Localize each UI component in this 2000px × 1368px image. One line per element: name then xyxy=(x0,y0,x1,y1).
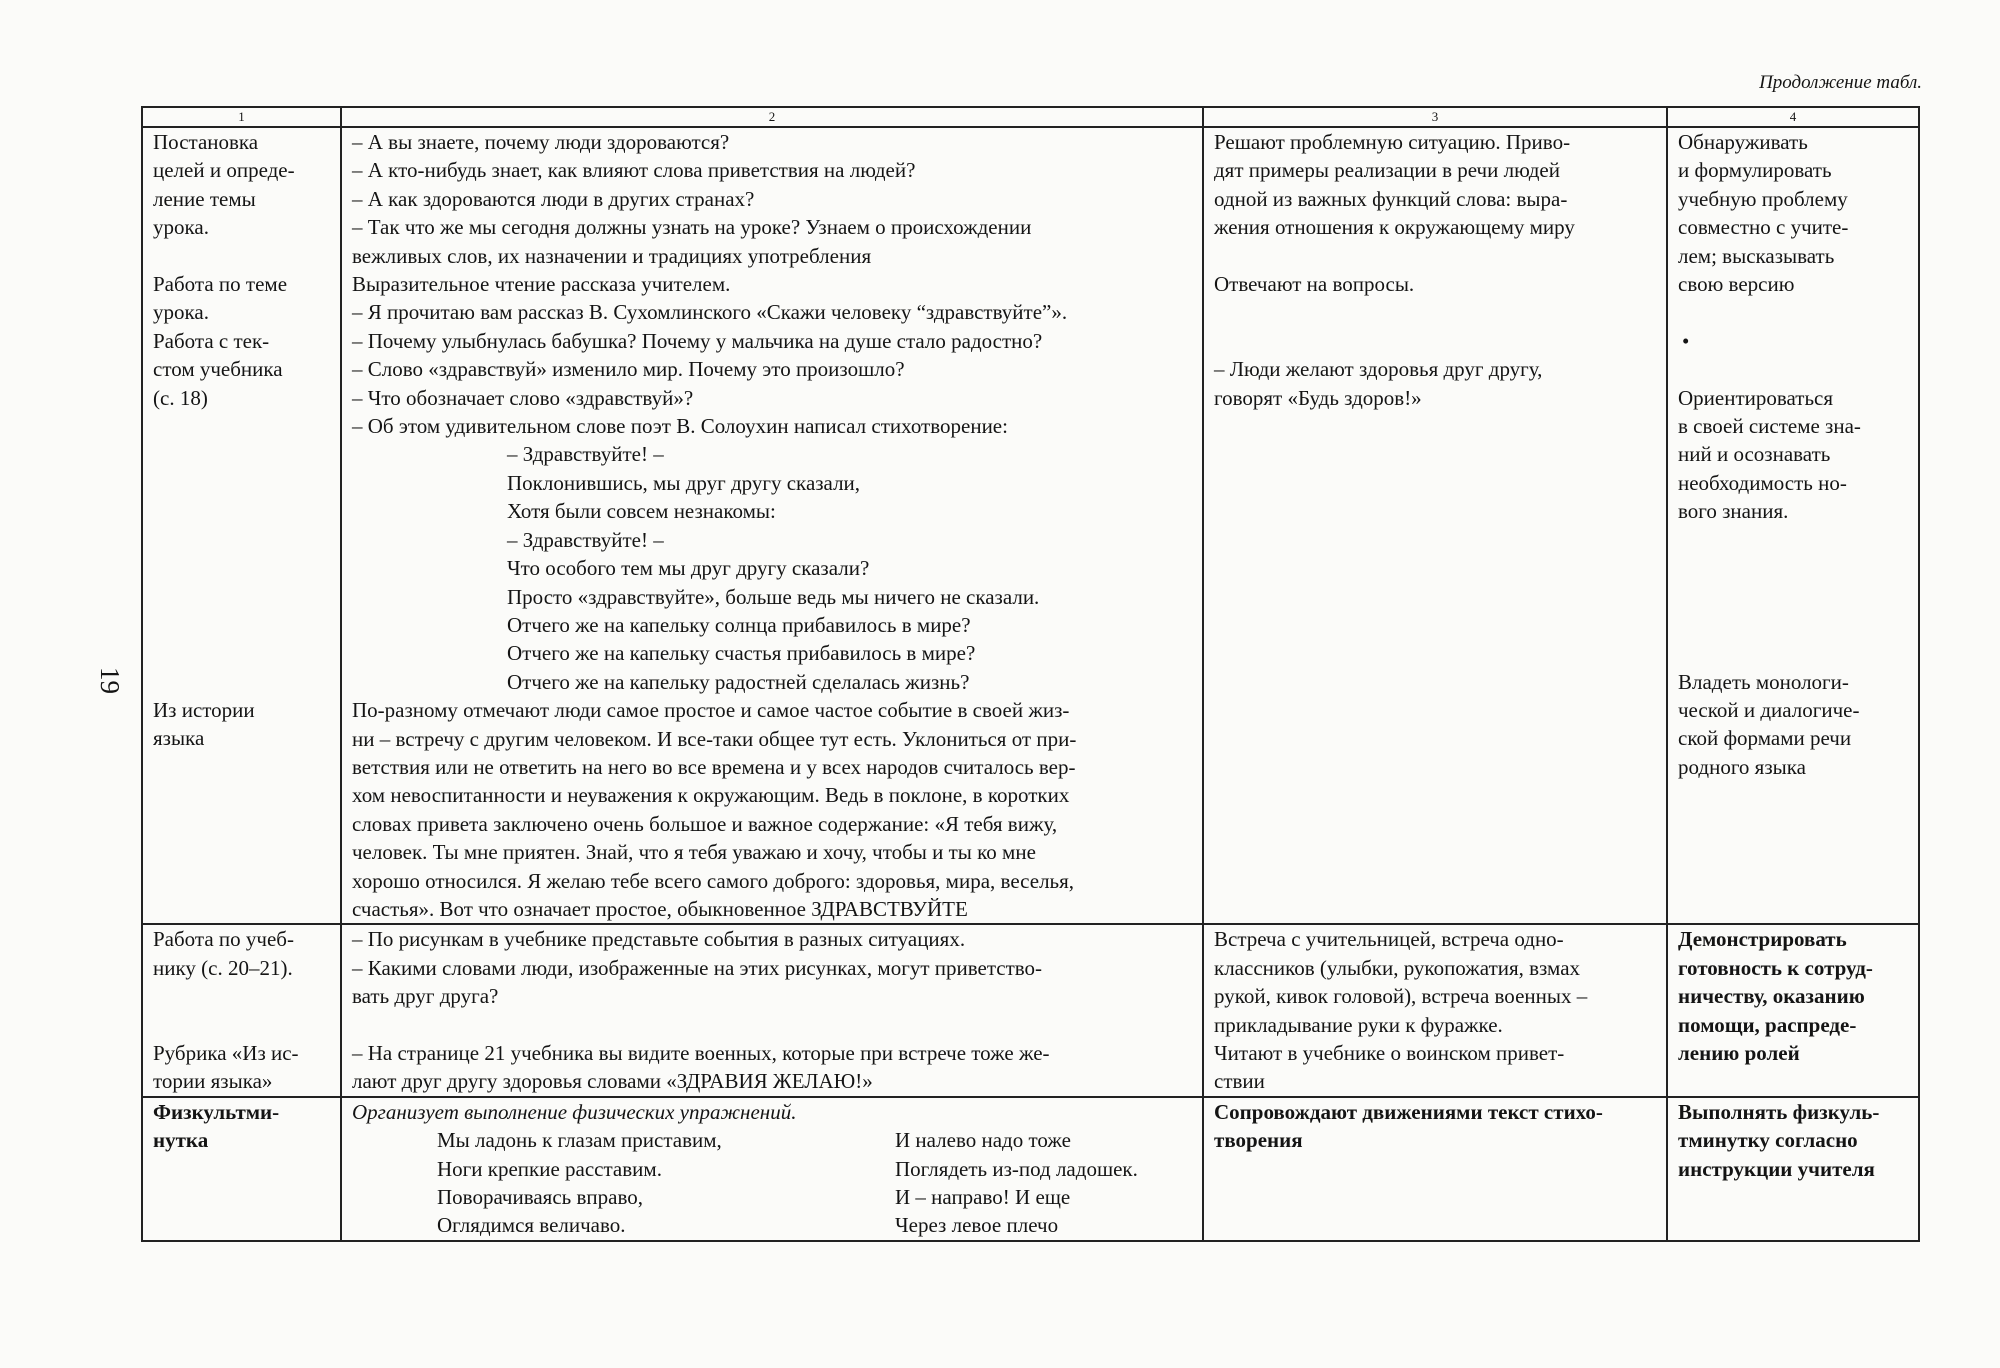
student-line: классников (улыбки, рукопожатия, взмах xyxy=(1214,955,1581,980)
poem-line: Мы ладонь к глазам приставим, xyxy=(437,1128,722,1153)
exercise-instruction: Организует выполнение физических упражнений. xyxy=(352,1099,797,1124)
learning-actions-cell xyxy=(1667,127,1919,924)
uud-line: Ориентироваться xyxy=(1678,385,1834,410)
poem-line: Поворачиваясь вправо, xyxy=(437,1185,643,1210)
uud-line: лению ролей xyxy=(1678,1041,1800,1065)
verse-line: Что особого тем мы друг другу сказали? xyxy=(507,556,870,581)
uud-line: необходимость но- xyxy=(1678,470,1847,495)
student-activity-cell xyxy=(1203,1097,1667,1241)
poem-line: И налево надо тоже xyxy=(895,1128,1071,1153)
student-line: Читают в учебнике о воинском привет- xyxy=(1214,1041,1565,1065)
history-line: хом невоспитанности и неуважения к окружающим. Ведь в поклоне, в коротких xyxy=(352,783,1070,808)
uud-line: вого знания. xyxy=(1678,499,1789,524)
stage-line: Работа по теме xyxy=(153,272,288,297)
exercise-poem xyxy=(352,1126,1192,1240)
learning-actions-cell xyxy=(1667,1097,1919,1241)
stage-line: стом учебника xyxy=(153,357,283,382)
table-row xyxy=(142,924,1919,1096)
teacher-line: Выразительное чтение рассказа учителем. xyxy=(352,272,731,297)
verse-line: – Здравствуйте! – xyxy=(507,527,664,552)
stage-line: тории языка» xyxy=(153,1069,273,1094)
student-line: творения xyxy=(1214,1128,1303,1153)
poem-line: Поглядеть из-под ладошек. xyxy=(895,1156,1138,1181)
stage-line: нику (с. 20–21). xyxy=(153,955,293,980)
uud-line: ничеству, оказанию xyxy=(1678,984,1865,1009)
teacher-line: – Что обозначает слово «здравствуй»? xyxy=(352,385,694,410)
stage-line: нутка xyxy=(153,1128,209,1153)
history-line: счастья». Вот что означает простое, обыкновенное ЗДРАВСТВУЙТЕ xyxy=(352,896,968,921)
verse-line: Поклонившись, мы друг другу сказали, xyxy=(507,470,861,495)
student-line: прикладывание руки к фуражке. xyxy=(1214,1012,1503,1037)
student-activity-cell xyxy=(1203,127,1667,924)
verse-line: Отчего же на капельку солнца прибавилось в мире? xyxy=(507,612,971,637)
student-line: Решают проблемную ситуацию. Приво- xyxy=(1214,130,1571,154)
poem-line: И – направо! И еще xyxy=(895,1185,1071,1210)
teacher-line: – Почему улыбнулась бабушка? Почему у мальчика на душе стало радостно? xyxy=(352,328,1043,353)
header-cell-2: 2 xyxy=(341,107,1203,127)
verse-line: Просто «здравствуйте», больше ведь мы ничего не сказали. xyxy=(507,584,1040,609)
poem-column-right xyxy=(807,1126,1138,1240)
stage-line: ление темы xyxy=(153,186,256,211)
stage-line: Физкультми- xyxy=(153,1099,280,1124)
header-cell-4: 4 xyxy=(1667,107,1919,127)
student-line: дят примеры реализации в речи людей xyxy=(1214,158,1560,183)
uud-line: лем; высказывать xyxy=(1678,243,1835,268)
page-number: 19 xyxy=(95,667,125,694)
teacher-activity-cell xyxy=(341,1097,1203,1241)
header-cell-3: 3 xyxy=(1203,107,1667,127)
teacher-line: лают друг другу здоровья словами «ЗДРАВИЯ ЖЕЛАЮ!» xyxy=(352,1069,873,1094)
verse-line: Отчего же на капельку радостней сделалась жизнь? xyxy=(507,669,970,694)
uud-line: ской формами речи xyxy=(1678,726,1852,751)
history-line: ни – встречу с другим человеком. И все-таки общее тут есть. Уклониться от при- xyxy=(352,726,1077,751)
poem-line: Оглядимся величаво. xyxy=(437,1213,626,1238)
uud-line: Владеть монологи- xyxy=(1678,669,1849,694)
history-line: ветствия или не ответить на него во все времена и у всех народов считалось вер- xyxy=(352,754,1076,779)
uud-line: Обнаруживать xyxy=(1678,130,1808,154)
history-line: хорошо относился. Я желаю тебе всего самого доброго: здоровья, мира, веселья, xyxy=(352,868,1075,893)
uud-line: совместно с учите- xyxy=(1678,215,1849,240)
student-line: говорят «Будь здоров!» xyxy=(1214,385,1422,410)
lesson-plan-table xyxy=(141,106,1920,1242)
student-line: – Люди желают здоровья друг другу, xyxy=(1214,357,1543,382)
history-line: словах привета заключено очень большое и важное содержание: «Я тебя вижу, xyxy=(352,811,1058,836)
stage-line: урока. xyxy=(153,300,209,325)
uud-line: тминутку согласно xyxy=(1678,1128,1858,1153)
uud-line: помощи, распреде- xyxy=(1678,1012,1857,1037)
uud-line: Выполнять физкуль- xyxy=(1678,1099,1880,1124)
uud-line: ний и осознавать xyxy=(1678,442,1831,467)
stage-line: (с. 18) xyxy=(153,385,208,410)
stage-line: урока. xyxy=(153,215,209,240)
poem-line: Через левое плечо xyxy=(895,1213,1059,1238)
stage-cell xyxy=(142,1097,341,1241)
student-line: Встреча с учительницей, встреча одно- xyxy=(1214,927,1564,952)
uud-line: инструкции учителя xyxy=(1678,1156,1875,1181)
history-line: человек. Ты мне приятен. Знай, что я тебя уважаю и хочу, чтобы и ты ко мне xyxy=(352,840,1036,865)
uud-line: ческой и диалогиче- xyxy=(1678,698,1860,722)
table-row xyxy=(142,127,1919,924)
uud-line: родного языка xyxy=(1678,754,1806,779)
teacher-line: – А как здороваются люди в других странах? xyxy=(352,186,755,211)
student-line: Отвечают на вопросы. xyxy=(1214,272,1415,297)
teacher-line: – Слово «здравствуй» изменило мир. Почему это произошло? xyxy=(352,357,905,382)
teacher-line: – Об этом удивительном слове поэт В. Солоухин написал стихотворение: xyxy=(352,414,1008,439)
stage-cell xyxy=(142,127,341,924)
teacher-line: – А вы знаете, почему люди здороваются? xyxy=(352,130,730,154)
teacher-line: – Какими словами люди, изображенные на этих рисунках, могут приветство- xyxy=(352,955,1043,980)
student-line: одной из важных функций слова: выра- xyxy=(1214,186,1568,211)
uud-line: и формулировать xyxy=(1678,158,1832,183)
poem-line: Ноги крепкие расставим. xyxy=(437,1156,662,1181)
header-cell-1: 1 xyxy=(142,107,341,127)
uud-line: в своей системе зна- xyxy=(1678,414,1861,439)
student-line: Сопровождают движениями текст стихо- xyxy=(1214,1099,1603,1124)
verse-line: – Здравствуйте! – xyxy=(507,442,664,467)
teacher-line: – Так что же мы сегодня должны узнать на уроке? Узнаем о происхождении xyxy=(352,215,1032,240)
teacher-line: вать друг друга? xyxy=(352,984,499,1009)
teacher-line: – А кто-нибудь знает, как влияют слова приветствия на людей? xyxy=(352,158,916,183)
uud-line: учебную проблему xyxy=(1678,186,1848,211)
poem-column-left xyxy=(352,1126,807,1240)
teacher-activity-cell xyxy=(341,127,1203,924)
stage-line: Работа с тек- xyxy=(153,328,270,353)
uud-line: свою версию xyxy=(1678,272,1795,297)
teacher-activity-cell xyxy=(341,924,1203,1096)
uud-line: готовность к сотруд- xyxy=(1678,955,1873,980)
student-line: рукой, кивок головой), встреча военных – xyxy=(1214,984,1588,1009)
uud-line: Демонстрировать xyxy=(1678,927,1847,952)
student-activity-cell xyxy=(1203,924,1667,1096)
history-line: По-разному отмечают люди самое простое и самое частое событие в своей жиз- xyxy=(352,698,1070,723)
teacher-line: – Я прочитаю вам рассказ В. Сухомлинского «Скажи человеку “здравствуйте”». xyxy=(352,300,1068,325)
teacher-line: – По рисункам в учебнике представьте события в разных ситуациях. xyxy=(352,927,966,952)
stage-line: Работа по учеб- xyxy=(153,927,294,952)
verse-line: Отчего же на капельку счастья прибавилось в мире? xyxy=(507,641,976,666)
table-continuation-caption: Продолжение табл. xyxy=(1759,72,1922,93)
stage-line: Рубрика «Из ис- xyxy=(153,1040,299,1065)
stage-line: Из истории xyxy=(153,697,255,722)
bullet-dot-icon: • xyxy=(1682,328,1690,353)
teacher-line: – На странице 21 учебника вы видите военных, которые при встрече тоже же- xyxy=(352,1040,1050,1065)
student-line: жения отношения к окружающему миру xyxy=(1214,215,1575,240)
stage-cell xyxy=(142,924,341,1096)
student-line: ствии xyxy=(1214,1069,1265,1094)
stage-line: Постановка xyxy=(153,130,259,154)
stage-line: целей и опреде- xyxy=(153,158,295,183)
stage-line: языка xyxy=(153,726,205,751)
verse-line: Хотя были совсем незнакомы: xyxy=(507,499,776,524)
learning-actions-cell xyxy=(1667,924,1919,1096)
table-header-row xyxy=(142,107,1919,127)
teacher-line: вежливых слов, их назначении и традициях употребления xyxy=(352,243,872,268)
table-row xyxy=(142,1097,1919,1241)
